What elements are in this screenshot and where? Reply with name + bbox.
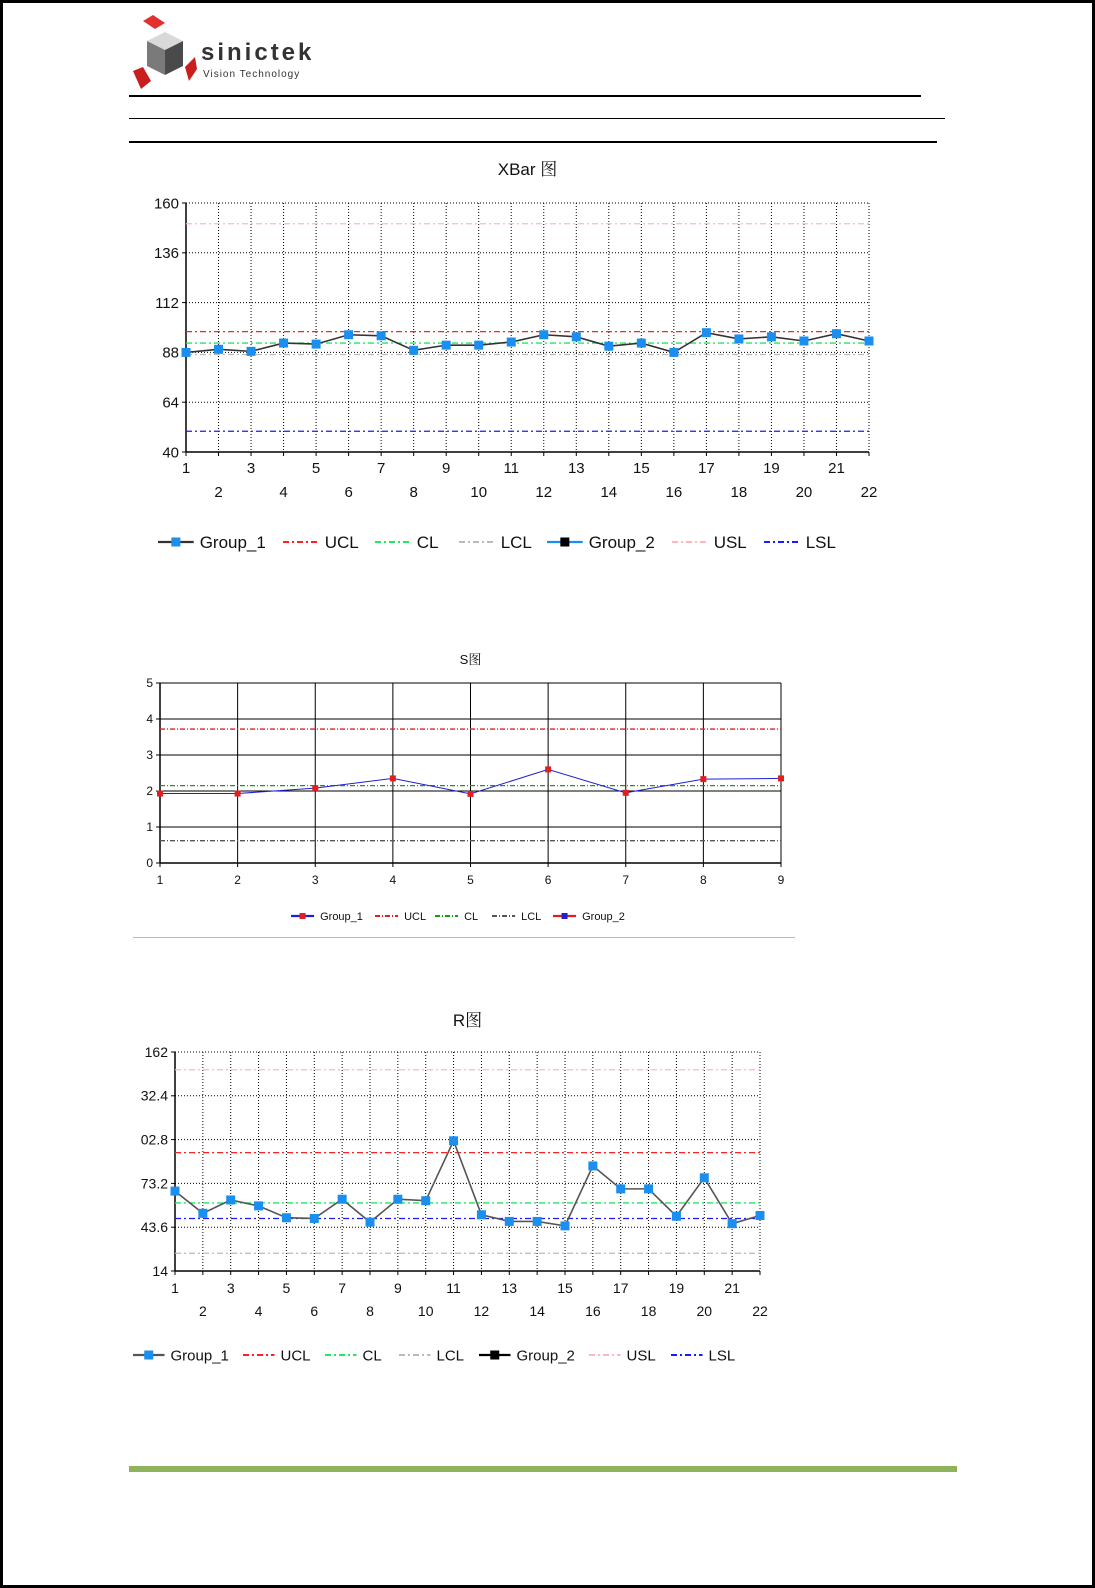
data-point bbox=[474, 341, 483, 350]
data-point bbox=[865, 336, 874, 345]
legend-item-group_2 bbox=[553, 911, 625, 923]
y-tick-label: 162 bbox=[144, 1043, 168, 1060]
legend-item-ucl bbox=[375, 911, 426, 923]
s-chart bbox=[3, 648, 1003, 928]
y-tick-label: 3 bbox=[146, 748, 153, 763]
x-tick-label: 12 bbox=[473, 1303, 490, 1319]
data-point bbox=[505, 1217, 514, 1226]
chart-title: S图 bbox=[459, 652, 482, 667]
data-point bbox=[390, 775, 396, 781]
x-tick-label: 20 bbox=[696, 1303, 713, 1319]
cube-logo-icon bbox=[129, 11, 199, 97]
data-point bbox=[226, 1195, 235, 1204]
legend-label: UCL bbox=[404, 910, 427, 923]
x-tick-label: 21 bbox=[828, 460, 845, 477]
x-tick-label: 14 bbox=[529, 1303, 545, 1319]
data-point bbox=[182, 348, 191, 357]
legend-marker bbox=[562, 913, 568, 919]
legend-label: Group_2 bbox=[588, 533, 655, 553]
x-tick-label: 5 bbox=[311, 460, 321, 477]
x-tick-label: 19 bbox=[668, 1280, 685, 1296]
x-tick-label: 4 bbox=[389, 873, 397, 887]
data-point bbox=[832, 329, 841, 338]
data-point bbox=[157, 791, 163, 797]
y-tick-label: 5 bbox=[146, 676, 153, 691]
y-tick-label: 2 bbox=[146, 784, 153, 799]
x-tick-label: 2 bbox=[214, 484, 223, 501]
x-tick-label: 4 bbox=[279, 484, 288, 501]
legend-item-lsl bbox=[671, 1347, 735, 1364]
x-tick-label: 7 bbox=[338, 1280, 347, 1296]
legend-marker bbox=[560, 538, 569, 547]
legend-label: CL bbox=[416, 533, 439, 553]
x-tick-label: 6 bbox=[310, 1303, 319, 1319]
legend-item-usl bbox=[589, 1347, 656, 1364]
legend-label: UCL bbox=[280, 1347, 311, 1365]
data-point bbox=[539, 330, 548, 339]
legend-item-group_1 bbox=[133, 1347, 229, 1364]
data-point bbox=[767, 332, 776, 341]
data-point bbox=[310, 1214, 319, 1223]
x-tick-label: 6 bbox=[544, 873, 552, 887]
section-divider bbox=[133, 937, 795, 938]
data-point bbox=[644, 1184, 653, 1193]
legend-label: LSL bbox=[805, 533, 836, 553]
xbar-chart bbox=[3, 153, 1003, 563]
data-point bbox=[604, 342, 613, 351]
legend-label: CL bbox=[362, 1347, 382, 1365]
data-point bbox=[421, 1196, 430, 1205]
legend-marker bbox=[490, 1351, 499, 1360]
data-point bbox=[214, 345, 223, 354]
y-tick-label: 0 bbox=[146, 856, 153, 871]
footer-bar bbox=[129, 1466, 957, 1472]
data-point bbox=[393, 1195, 402, 1204]
x-tick-label: 5 bbox=[282, 1280, 291, 1296]
legend-item-lsl bbox=[764, 533, 836, 552]
x-tick-label: 17 bbox=[698, 460, 715, 477]
data-point bbox=[507, 338, 516, 347]
legend-label: Group_2 bbox=[582, 910, 625, 923]
legend-item-ucl bbox=[243, 1347, 311, 1364]
data-point bbox=[572, 332, 581, 341]
chart-title: XBar 图 bbox=[497, 160, 558, 179]
x-tick-label: 10 bbox=[417, 1303, 434, 1319]
data-point bbox=[756, 1211, 765, 1220]
legend-label: Group_2 bbox=[516, 1347, 575, 1365]
data-point bbox=[588, 1161, 597, 1170]
x-tick-label: 1 bbox=[181, 460, 191, 477]
x-tick-label: 9 bbox=[777, 873, 785, 887]
data-point bbox=[235, 791, 241, 797]
legend-label: LCL bbox=[521, 910, 542, 923]
x-tick-label: 19 bbox=[763, 460, 780, 477]
data-point bbox=[545, 766, 551, 772]
x-tick-label: 15 bbox=[557, 1280, 573, 1296]
x-tick-label: 4 bbox=[254, 1303, 263, 1319]
data-point bbox=[254, 1201, 263, 1210]
y-tick-label: 43.6 bbox=[140, 1219, 168, 1236]
brand-tagline: Vision Technology bbox=[203, 69, 301, 80]
y-tick-label: 1 bbox=[146, 820, 153, 835]
x-tick-label: 3 bbox=[226, 1280, 235, 1296]
y-tick-label: 14 bbox=[152, 1262, 168, 1279]
legend-label: LCL bbox=[500, 533, 532, 553]
chart-title: R图 bbox=[452, 1011, 483, 1030]
legend-marker bbox=[144, 1351, 153, 1360]
x-tick-label: 13 bbox=[501, 1280, 518, 1296]
brand-name: sinictek bbox=[201, 39, 315, 66]
legend-item-lcl bbox=[492, 911, 541, 923]
data-point bbox=[778, 775, 784, 781]
x-tick-label: 8 bbox=[700, 873, 707, 887]
data-point bbox=[477, 1210, 486, 1219]
legend-item-lcl bbox=[399, 1347, 464, 1364]
data-point bbox=[279, 339, 288, 348]
x-tick-label: 11 bbox=[503, 460, 520, 477]
data-point bbox=[616, 1184, 625, 1193]
data-point bbox=[561, 1221, 570, 1230]
x-tick-label: 13 bbox=[567, 460, 585, 477]
x-tick-label: 22 bbox=[860, 484, 878, 501]
data-point bbox=[282, 1213, 291, 1222]
legend-label: Group_1 bbox=[199, 533, 266, 553]
legend-label: Group_1 bbox=[320, 910, 363, 923]
legend-item-cl bbox=[435, 911, 478, 923]
legend-item-cl bbox=[325, 1347, 382, 1364]
legend-label: USL bbox=[713, 533, 747, 553]
y-tick-label: 136 bbox=[153, 245, 179, 263]
x-tick-label: 9 bbox=[393, 1280, 402, 1296]
legend-item-usl bbox=[672, 533, 747, 552]
x-tick-label: 8 bbox=[366, 1303, 374, 1319]
legend-item-lcl bbox=[459, 533, 532, 552]
y-tick-label: 32.4 bbox=[140, 1087, 168, 1104]
r-chart bbox=[3, 1008, 1003, 1368]
data-point bbox=[728, 1219, 737, 1228]
data-point bbox=[672, 1212, 681, 1221]
legend-marker bbox=[300, 913, 306, 919]
legend-item-ucl bbox=[283, 533, 359, 552]
legend-item-group_1 bbox=[291, 911, 363, 923]
legend-item-group_1 bbox=[158, 533, 266, 552]
y-tick-label: 88 bbox=[162, 344, 179, 362]
data-point bbox=[700, 1173, 709, 1182]
x-tick-label: 3 bbox=[246, 460, 256, 477]
data-point bbox=[344, 330, 353, 339]
x-tick-label: 11 bbox=[446, 1280, 461, 1296]
data-point bbox=[623, 790, 629, 796]
x-tick-label: 1 bbox=[171, 1280, 179, 1296]
x-tick-label: 12 bbox=[535, 484, 553, 501]
x-tick-label: 18 bbox=[640, 1303, 657, 1319]
data-point bbox=[669, 348, 678, 357]
company-logo bbox=[129, 11, 329, 97]
x-tick-label: 20 bbox=[795, 484, 813, 501]
data-point bbox=[198, 1209, 207, 1218]
data-point bbox=[409, 346, 418, 355]
data-point bbox=[171, 1187, 180, 1196]
x-tick-label: 7 bbox=[376, 460, 386, 477]
y-tick-label: 160 bbox=[153, 195, 179, 213]
legend-marker bbox=[171, 538, 180, 547]
data-point bbox=[366, 1218, 375, 1227]
legend-label: CL bbox=[464, 910, 479, 923]
x-tick-label: 16 bbox=[665, 484, 683, 501]
x-tick-label: 18 bbox=[730, 484, 748, 501]
x-tick-label: 6 bbox=[344, 484, 353, 501]
y-tick-label: 4 bbox=[146, 712, 153, 727]
data-point bbox=[449, 1136, 458, 1145]
x-tick-label: 22 bbox=[752, 1303, 768, 1319]
y-tick-label: 64 bbox=[162, 394, 179, 412]
x-tick-label: 15 bbox=[632, 460, 650, 477]
data-point bbox=[468, 791, 474, 797]
x-tick-label: 21 bbox=[724, 1280, 740, 1296]
data-point bbox=[312, 340, 321, 349]
legend-item-cl bbox=[375, 533, 438, 552]
data-point bbox=[799, 336, 808, 345]
data-point bbox=[247, 347, 256, 356]
legend-label: LCL bbox=[436, 1347, 465, 1365]
x-tick-label: 16 bbox=[585, 1303, 601, 1319]
data-point bbox=[637, 339, 646, 348]
y-tick-label: 40 bbox=[162, 444, 179, 462]
data-point bbox=[533, 1217, 542, 1226]
x-tick-label: 14 bbox=[600, 484, 618, 501]
x-tick-label: 3 bbox=[311, 873, 319, 887]
data-point bbox=[377, 331, 386, 340]
header-rule-1 bbox=[129, 95, 921, 97]
header-rule-2 bbox=[129, 118, 945, 119]
data-point bbox=[338, 1195, 347, 1204]
legend-label: USL bbox=[626, 1347, 656, 1365]
data-point bbox=[702, 328, 711, 337]
legend-label: Group_1 bbox=[170, 1347, 229, 1365]
legend-label: UCL bbox=[324, 533, 359, 553]
x-tick-label: 1 bbox=[156, 873, 164, 887]
x-tick-label: 17 bbox=[612, 1280, 629, 1296]
y-tick-label: 112 bbox=[155, 294, 179, 312]
x-tick-label: 5 bbox=[467, 873, 474, 887]
x-tick-label: 10 bbox=[470, 484, 488, 501]
x-tick-label: 7 bbox=[622, 873, 630, 887]
data-point bbox=[442, 341, 451, 350]
x-tick-label: 2 bbox=[198, 1303, 207, 1319]
data-point bbox=[734, 334, 743, 343]
legend-item-group_2 bbox=[479, 1347, 575, 1364]
y-tick-label: 02.8 bbox=[140, 1131, 168, 1148]
y-tick-label: 73.2 bbox=[140, 1175, 168, 1192]
legend-label: LSL bbox=[708, 1347, 736, 1365]
legend-item-group_2 bbox=[547, 533, 655, 552]
data-point bbox=[312, 785, 318, 791]
header-rule-3 bbox=[129, 141, 937, 143]
data-point bbox=[700, 776, 706, 782]
x-tick-label: 8 bbox=[409, 484, 418, 501]
x-tick-label: 2 bbox=[234, 873, 241, 887]
x-tick-label: 9 bbox=[442, 460, 451, 477]
